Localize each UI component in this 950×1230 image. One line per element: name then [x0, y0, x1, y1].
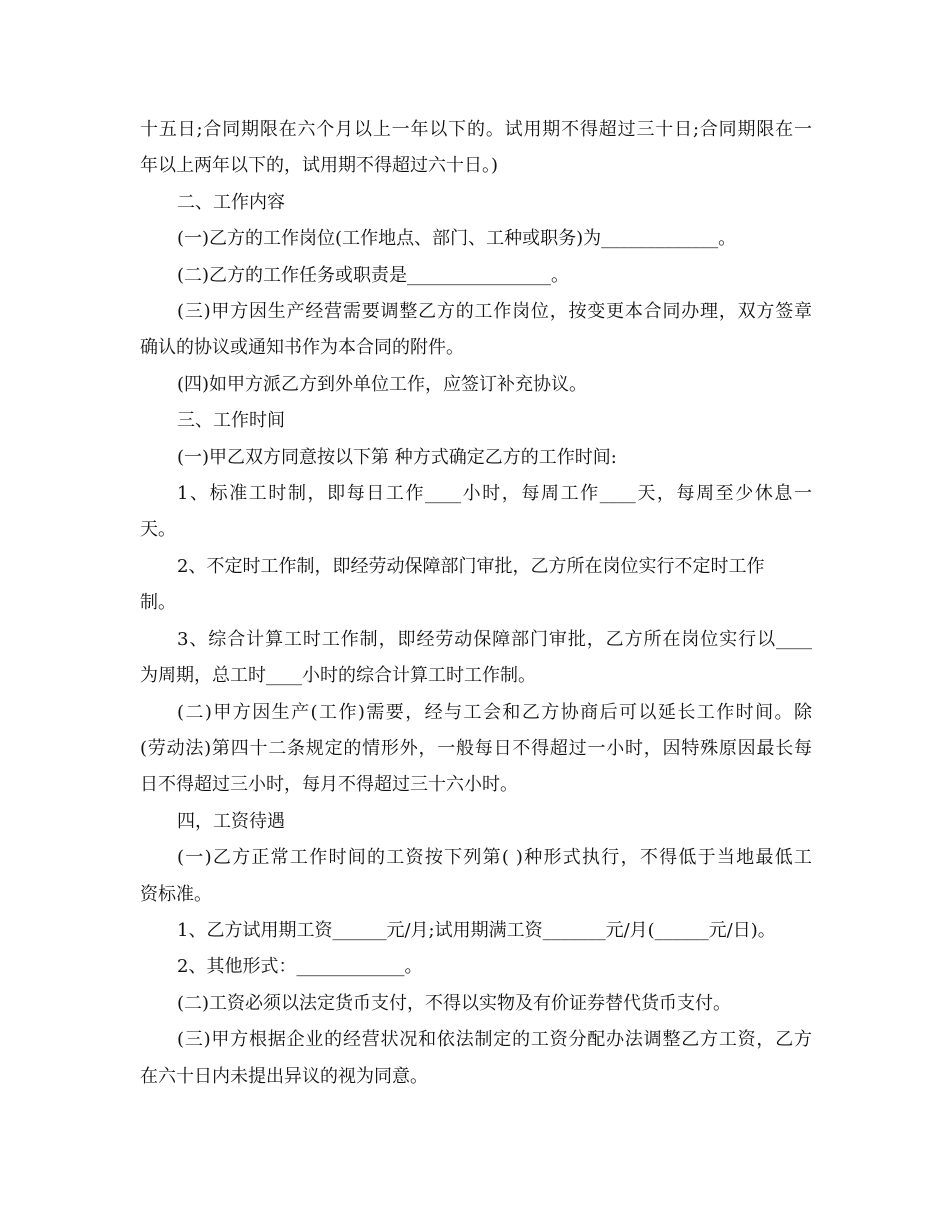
paragraph-line: 2、不定时工作制，即经劳动保障部门审批，乙方所在岗位实行不定时工作	[177, 555, 765, 577]
paragraph	[140, 949, 812, 985]
paragraph-line: (三)甲方根据企业的经营状况和依法制定的工资分配办法调整乙方工资，乙方	[177, 1029, 812, 1051]
paragraph-line: 1、标准工时制，即每日工作____小时，每周工作____天，每周至少休息一	[177, 483, 812, 505]
paragraph-line: 2、其他形式：____________。	[177, 956, 423, 978]
paragraph-line: (一)乙方的工作岗位(工作地点、部门、工种或职务)为_____________。	[177, 228, 737, 250]
paragraph	[140, 440, 812, 476]
paragraph	[140, 1022, 812, 1095]
paragraph-line: 制。	[140, 592, 176, 614]
paragraph-line: (二)甲方因生产(工作)需要，经与工会和乙方协商后可以延长工作时间。除	[177, 701, 812, 723]
paragraph	[140, 622, 812, 695]
paragraph-line: 确认的协议或通知书作为本合同的附件。	[140, 337, 464, 359]
paragraph-line: (二)乙方的工作任务或职责是________________。	[177, 264, 570, 286]
paragraph-line: 十五日;合同期限在六个月以上一年以下的。试用期不得超过三十日;合同期限在一	[140, 119, 812, 140]
section-heading	[140, 804, 812, 840]
paragraph	[140, 986, 812, 1022]
paragraph-line: (三)甲方因生产经营需要调整乙方的工作岗位，按变更本合同办理，双方签章	[177, 301, 812, 323]
paragraph	[140, 913, 812, 949]
paragraph	[140, 258, 812, 294]
paragraph-line: 1、乙方试用期工资______元/月;试用期满工资_______元/月(______元/日)。	[177, 919, 776, 941]
paragraph-line: 3、综合计算工时工作制，即经劳动保障部门审批，乙方所在岗位实行以____	[177, 628, 812, 650]
paragraph	[140, 840, 812, 913]
section-heading	[140, 185, 812, 221]
section-heading	[140, 403, 812, 439]
paragraph	[140, 221, 812, 257]
paragraph-line: 在六十日内未提出异议的视为同意。	[140, 1065, 428, 1087]
paragraph-line: (劳动法)第四十二条规定的情形外，一般每日不得超过一小时，因特殊原因最长每	[140, 737, 812, 759]
document-body	[140, 112, 812, 1095]
paragraph-line: 日不得超过三小时，每月不得超过三十六小时。	[140, 774, 518, 796]
section-heading-text: 二、工作内容	[177, 191, 285, 213]
section-heading-text: 三、工作时间	[177, 410, 285, 432]
paragraph	[140, 367, 812, 403]
paragraph-line: 年以上两年以下的，试用期不得超过六十日。)	[140, 155, 499, 177]
paragraph-line: (一)乙方正常工作时间的工资按下列第( )种形式执行，不得低于当地最低工	[177, 847, 812, 869]
paragraph-line: 资标准。	[140, 883, 212, 905]
paragraph-line: (四)如甲方派乙方到外单位工作，应签订补充协议。	[177, 373, 588, 395]
paragraph-line: 天。	[140, 519, 176, 541]
paragraph	[140, 695, 812, 804]
paragraph	[140, 549, 812, 622]
paragraph	[140, 294, 812, 367]
paragraph-line: (二)工资必须以法定货币支付，不得以实物及有价证券替代货币支付。	[177, 992, 732, 1014]
paragraph-line: 为周期，总工时____小时的综合计算工时工作制。	[140, 665, 536, 687]
paragraph-trial-period-continued	[140, 112, 812, 185]
section-heading-text: 四，工资待遇	[177, 810, 285, 832]
paragraph	[140, 476, 812, 549]
paragraph-line: (一)甲乙双方同意按以下第 种方式确定乙方的工作时间:	[177, 446, 617, 468]
